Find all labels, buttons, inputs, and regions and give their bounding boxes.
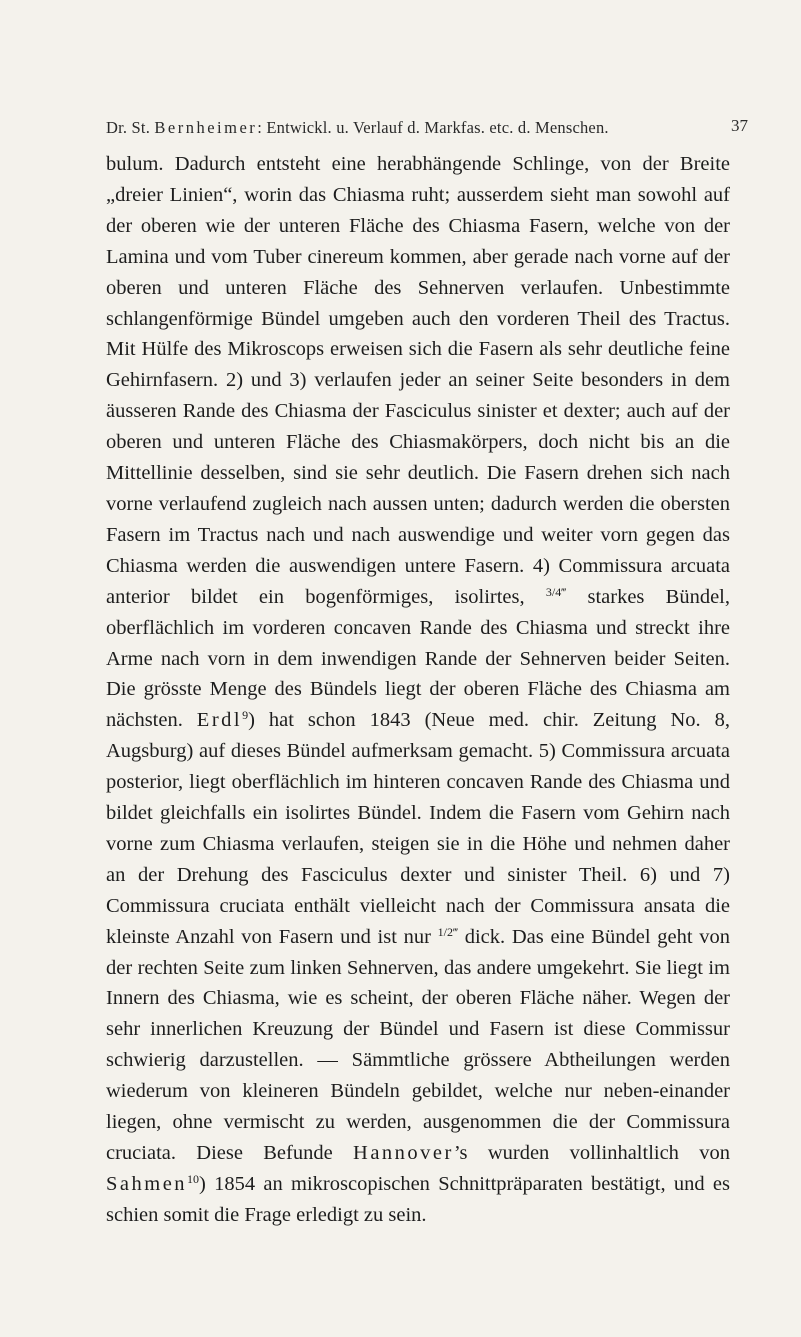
fraction-three-quarters: 3/4 [545,584,562,599]
footnote-ref-9: 9 [242,708,249,723]
line-unit-mark: ‴ [561,584,567,599]
author-name-hannover: Hannover [353,1142,454,1164]
page-number: 37 [731,116,748,135]
fraction-one-half: 1/2 [437,924,454,939]
running-head [106,118,726,138]
header-title: : Entwickl. u. Verlauf d. Markfas. etc. d. Menschen. [257,118,609,137]
body-text [106,149,730,1231]
text-run: ) hat schon 1843 (Neue med. chir. Zeitung No. 8, Augsburg) auf dieses Bündel aufmerksam gemacht. 5) Commissura arcuata posterior, liegt oberflächlich im hinteren concaven Rande des Chiasma und bildet gleichfalls ein isolirtes Bündel. Indem die Fasern vom Gehirn nach vorne zum Chiasma verlaufen, steigen sie in die Höhe und nehmen daher an der Drehung des Fasciculus dexter und sinister Theil. 6) und 7) Commissura cruciata enthält vielleicht nach der Commissura ansata die kleinste Anzahl von Fasern und ist nur [106,709,730,948]
text-run: bulum. Dadurch entsteht eine herabhängende Schlinge, von der Breite „dreier Linien“, worin das Chiasma ruht; ausserdem sieht man sowohl auf der oberen wie der unteren Fläche des Chiasma Fasern, welche von der Lamina und vom Tuber cinereum kommen, aber gerade nach vorne auf der oberen und unteren Fläche des Sehnerven verlaufen. Unbestimmte schlangenförmige Bündel umgeben auch den vorderen Theil des Tractus. Mit Hülfe des Mikroscops erweisen sich die Fasern als sehr deutliche feine Gehirnfasern. 2) und 3) verlaufen jeder an seiner Seite besonders in dem äusseren Rande des Chiasma der Fasciculus sinister et dexter; auch auf der oberen und unteren Fläche des Chiasmakörpers, doch nicht bis an die Mittellinie desselben, sind sie sehr deutlich. Die Fasern drehen sich nach vorne verlaufend zugleich nach aussen unten; dadurch werden die obersten Fasern im Tractus nach und nach auswendige und weiter vorn gegen das Chiasma werden die auswendigen untere Fasern. 4) Commissura arcuata anterior bildet ein bogenförmiges, isolirtes, [106,153,730,608]
author-name-erdl: Erdl [196,709,243,732]
footnote-ref-10: 10 [187,1171,200,1186]
header-author: Bernheimer [154,118,258,137]
text-run: starkes Bündel, oberflächlich im vorderen concaven Rande des Chiasma und streckt ihre Arme nach vorn in dem inwendigen Rande der Sehnerven beider Seiten. Die grösste Menge des Bündels liegt der oberen Fläche des Chiasma am nächsten. [106,585,730,732]
paragraph [106,149,730,1231]
text-run: ) 1854 an mikroscopischen Schnittpräparaten bestätigt, und es schien somit die Frage erledigt zu sein. [106,1172,730,1226]
text-run: dick. Das eine Bündel geht von der rechten Seite zum linken Sehnerven, das andere umgekehrt. Sie liegt im Innern des Chiasma, wie es scheint, der oberen Fläche näher. Wegen der sehr innerlichen Kreuzung der Bündel und Fasern ist diese Commissur schwierig darzustellen. — Sämmtliche grössere Abtheilungen werden wiederum von kleineren Bündeln gebildet, welche nur neben-einander liegen, ohne vermischt zu werden, ausgenommen die der Commissura cruciata. Diese Befunde [106,925,730,1164]
line-unit-mark: ‴ [453,924,459,939]
author-name-sahmen: Sahmen [106,1172,188,1195]
text-run: ’s wurden vollinhaltlich von [453,1142,730,1164]
header-prefix: Dr. St. [106,118,155,137]
